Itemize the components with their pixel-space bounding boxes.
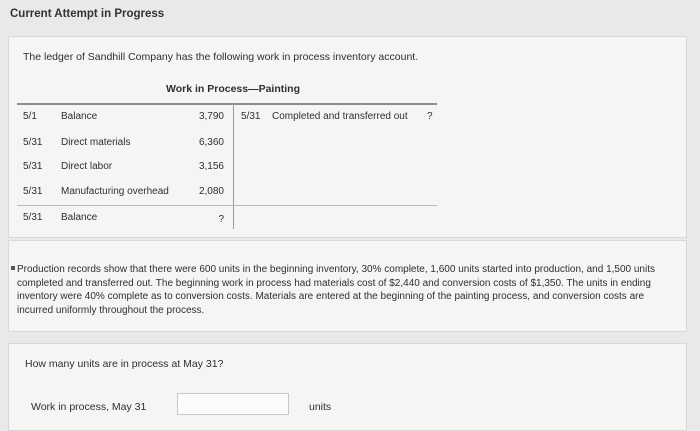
debit-date: 5/31 — [23, 137, 43, 148]
bullet-icon — [11, 266, 15, 270]
debit-amount: 3,790 — [198, 111, 224, 122]
debit-date: 5/31 — [23, 186, 43, 197]
balance-rule — [17, 205, 437, 206]
intro-text: The ledger of Sandhill Company has the following work in process inventory account. — [23, 51, 419, 63]
ledger-title: Work in Process—Painting — [166, 83, 301, 95]
debit-date: 5/1 — [23, 111, 37, 122]
debit-amount: 3,156 — [198, 161, 224, 172]
credit-date: 5/31 — [241, 111, 261, 122]
credit-amount: ? — [427, 111, 433, 122]
debit-amount: ? — [218, 214, 224, 225]
question-prompt: How many units are in process at May 31? — [25, 358, 224, 370]
debit-description: Direct labor — [61, 161, 113, 172]
production-text: Production records show that there were 600 units in the beginning inventory, 30% complete, 1,600 units started into production, and 1,500 units completed and transferred out. The beginning work in process had materials cost of $2,440 and conversion costs of $1,350. The units in ending inventory were 40% complete as to conversion costs. Materials are entered at the beginning of the painting process, and conversion costs are incurred uniformly throughout the process. — [17, 264, 655, 316]
debit-description: Balance — [61, 212, 98, 223]
credit-description: Completed and transferred out — [272, 111, 408, 122]
wip-units-input[interactable] — [177, 393, 289, 415]
page-header: Current Attempt in Progress — [10, 8, 165, 20]
debit-amount: 2,080 — [198, 186, 224, 197]
production-card — [8, 240, 687, 332]
debit-amount: 6,360 — [198, 137, 224, 148]
wip-field-label: Work in process, May 31 — [31, 401, 147, 413]
debit-description: Manufacturing overhead — [61, 186, 169, 197]
t-account-center-rule — [233, 103, 234, 229]
ledger-card — [8, 36, 687, 238]
debit-description: Balance — [61, 111, 98, 122]
debit-description: Direct materials — [61, 137, 131, 148]
debit-date: 5/31 — [23, 161, 43, 172]
t-account-top-rule — [17, 103, 437, 105]
units-label: units — [309, 401, 332, 413]
debit-date: 5/31 — [23, 212, 43, 223]
question-card — [8, 343, 687, 431]
